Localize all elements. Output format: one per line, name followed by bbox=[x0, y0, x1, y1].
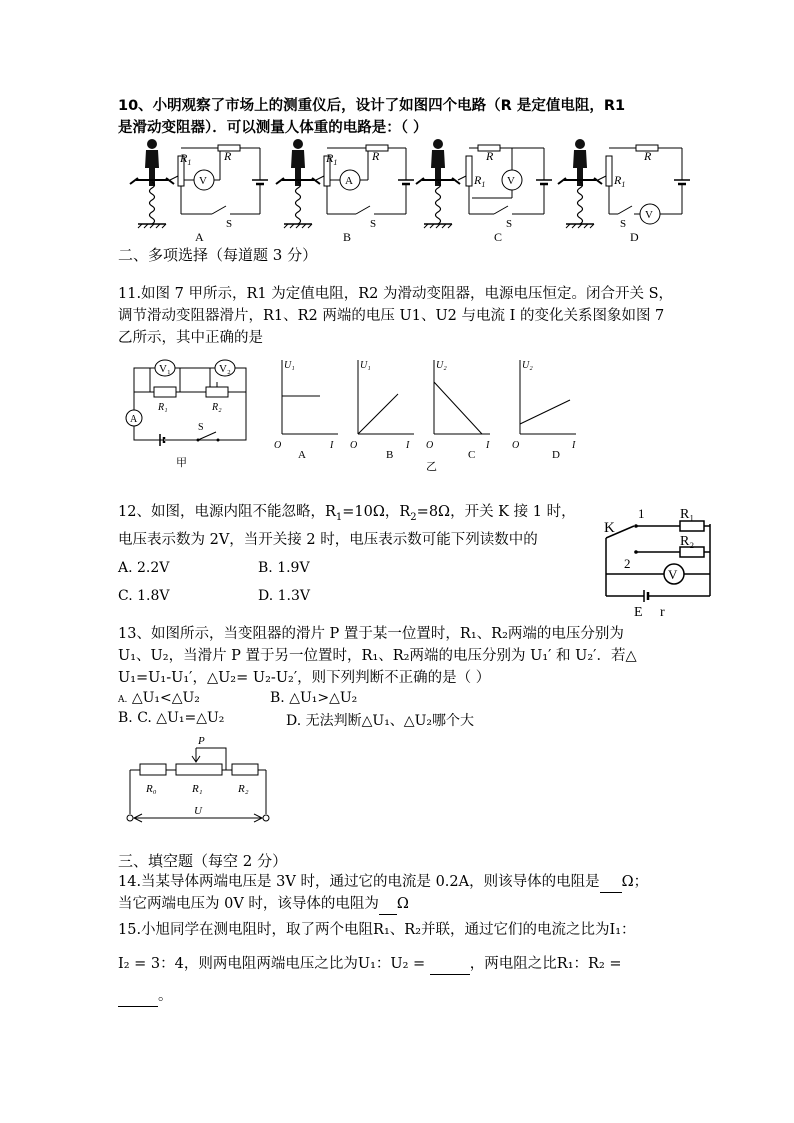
circuit-c bbox=[416, 139, 552, 244]
circuit-a bbox=[130, 139, 268, 244]
q10-figure bbox=[120, 138, 700, 248]
svg-text:O: O bbox=[274, 440, 282, 451]
svg-text:R₂: R₂ bbox=[238, 783, 249, 795]
svg-text:2: 2 bbox=[624, 556, 631, 571]
circuit-b bbox=[276, 139, 414, 244]
svg-text:R1: $R_1$ bbox=[180, 151, 192, 167]
q14-line1: 14.当某导体两端电压是 3V 时，通过它的电流是 0.2A，则该导体的电阻是 Ω； bbox=[118, 872, 648, 893]
section-2-heading: 二、多项选择（每道题 3 分） bbox=[118, 246, 318, 264]
q12-option-d: D. 1.3V bbox=[258, 588, 311, 604]
q15-line1: 15.小旭同学在测电阻时，取了两个电阻R₁、R₂并联，通过它们的电流之比为I₁： bbox=[118, 922, 636, 938]
q14-blank-2[interactable] bbox=[379, 894, 397, 915]
svg-text:r: r bbox=[660, 605, 665, 620]
svg-text:V: V bbox=[507, 175, 515, 187]
q14-line2: 当它两端电压为 0V 时，该导体的电阻为 Ω bbox=[118, 894, 409, 915]
q13-line2: U₁、U₂，当滑片 P 置于另一位置时，R₁、R₂两端的电压分别为 U₁′ 和 U₂′．若△ bbox=[118, 648, 637, 664]
svg-text:P: P bbox=[198, 735, 205, 747]
svg-text:S: S bbox=[506, 218, 513, 230]
svg-text:R: R bbox=[644, 149, 652, 163]
svg-text:B: B bbox=[386, 449, 394, 461]
svg-text:S: S bbox=[620, 218, 627, 230]
svg-text:R: R bbox=[224, 149, 232, 163]
graph-a bbox=[274, 360, 338, 461]
circuit-d bbox=[558, 139, 690, 244]
q13-option-b: B. △U₁>△U₂ bbox=[270, 690, 358, 706]
q11-circuit-jia bbox=[120, 352, 260, 470]
fig-label-a: A bbox=[195, 230, 204, 244]
svg-text:R1: $R_1$ bbox=[326, 151, 338, 167]
q10-line2: 是滑动变阻器）．可以测量人体重的电路是：（ ） bbox=[118, 120, 428, 136]
svg-text:V: V bbox=[645, 209, 653, 221]
q13-line1: 13、如图所示，当变阻器的滑片 P 置于某一位置时，R₁、R₂两端的电压分别为 bbox=[118, 626, 624, 642]
svg-text:V₂: V₂ bbox=[219, 363, 231, 375]
svg-text:S: S bbox=[198, 422, 204, 433]
q13-circuit bbox=[120, 732, 280, 828]
svg-text:A: A bbox=[298, 449, 306, 461]
q11-line3: 乙所示，其中正确的是 bbox=[118, 330, 263, 346]
svg-text:V: V bbox=[199, 175, 207, 187]
svg-text:U₁: U₁ bbox=[360, 360, 371, 371]
q15-blank-2[interactable] bbox=[118, 986, 158, 1007]
q15-line3: 。 bbox=[118, 986, 173, 1007]
svg-text:乙: 乙 bbox=[426, 461, 437, 473]
q11-line1: 11.如图 7 甲所示，R1 为定值电阻，R2 为滑动变阻器，电源电压恒定。闭合开关 S， bbox=[118, 286, 674, 302]
q12-line2: 电压表示数为 2V，当开关接 2 时，电压表示数可能下列读数中的 bbox=[118, 532, 538, 548]
q11-graphs-yi bbox=[270, 352, 590, 473]
q10-line1: 10、小明观察了市场上的测重仪后，设计了如图四个电路（R 是定值电阻，R1 bbox=[118, 98, 626, 114]
section-3-heading: 三、填空题（每空 2 分） bbox=[118, 852, 288, 870]
svg-text:E: E bbox=[634, 605, 643, 620]
q14-blank-1[interactable] bbox=[600, 872, 622, 893]
svg-text:V: V bbox=[668, 567, 678, 582]
svg-text:C: C bbox=[468, 449, 476, 461]
svg-text:R: R bbox=[372, 149, 380, 163]
svg-text:R₂: R₂ bbox=[680, 534, 695, 549]
svg-text:O: O bbox=[512, 440, 520, 451]
graph-b bbox=[350, 360, 414, 461]
svg-text:A: A bbox=[130, 414, 138, 425]
svg-text:U: U bbox=[194, 805, 202, 817]
fig-label-c: C bbox=[494, 230, 503, 244]
svg-text:S: S bbox=[226, 218, 233, 230]
q15-blank-1[interactable] bbox=[430, 954, 470, 975]
svg-text:I: I bbox=[406, 440, 410, 451]
svg-text:V₁: V₁ bbox=[159, 363, 171, 375]
svg-text:S: S bbox=[370, 218, 377, 230]
svg-text:U₂: U₂ bbox=[522, 360, 533, 371]
q12-circuit bbox=[594, 500, 718, 618]
svg-text:R1: $R_1$ bbox=[474, 173, 486, 189]
q11-line2: 调节滑动变阻器滑片，R1、R2 两端的电压 U1、U2 与电流 I 的变化关系图象如图 7 bbox=[118, 308, 665, 324]
svg-text:R₁: R₁ bbox=[192, 783, 203, 795]
q12-option-b: B. 1.9V bbox=[258, 560, 310, 576]
svg-text:D: D bbox=[552, 449, 560, 461]
q12-option-a: A. 2.2V bbox=[118, 560, 170, 576]
svg-text:O: O bbox=[426, 440, 434, 451]
svg-text:R₁: R₁ bbox=[680, 507, 695, 522]
svg-text:甲: 甲 bbox=[176, 457, 187, 469]
q13-line3: U₁=U₁-U₁′，△U₂= U₂-U₂′，则下列判断不正确的是（ ） bbox=[118, 670, 491, 686]
svg-text:R: R bbox=[486, 149, 494, 163]
svg-text:K: K bbox=[604, 520, 615, 536]
fig-label-b: B bbox=[343, 230, 352, 244]
svg-text:I: I bbox=[486, 440, 490, 451]
svg-text:R₀: R₀ bbox=[146, 783, 157, 795]
svg-text:A: A bbox=[345, 175, 353, 187]
graph-c bbox=[426, 360, 490, 473]
q15-line2: I₂ = 3：4，则两电阻两端电压之比为U₁：U₂ = ，两电阻之比R₁：R₂ = bbox=[118, 954, 622, 975]
svg-text:R₂: R₂ bbox=[212, 402, 222, 413]
svg-text:U₁: U₁ bbox=[284, 360, 295, 371]
svg-text:I: I bbox=[330, 440, 334, 451]
q13-option-a: A. △U₁<△U₂ bbox=[118, 690, 200, 706]
svg-text:R1: $R_1$ bbox=[614, 173, 626, 189]
svg-text:U₂: U₂ bbox=[436, 360, 447, 371]
svg-text:R₁: R₁ bbox=[158, 402, 168, 413]
fig-label-d: D bbox=[630, 230, 639, 244]
q12-option-c: C. 1.8V bbox=[118, 588, 170, 604]
q13-option-c: B. C. △U₁=△U₂ bbox=[118, 710, 225, 726]
q13-option-d: D. 无法判断△U₁、△U₂哪个大 bbox=[286, 713, 474, 729]
q12-line1: 12、如图，电源内阻不能忽略，$R_1=10\Omega$，$R_2=8\Omega$，开关 K 接 1 时， bbox=[118, 504, 576, 523]
svg-text:I: I bbox=[572, 440, 576, 451]
graph-d bbox=[512, 360, 576, 461]
svg-text:1: 1 bbox=[638, 506, 645, 521]
svg-text:O: O bbox=[350, 440, 358, 451]
